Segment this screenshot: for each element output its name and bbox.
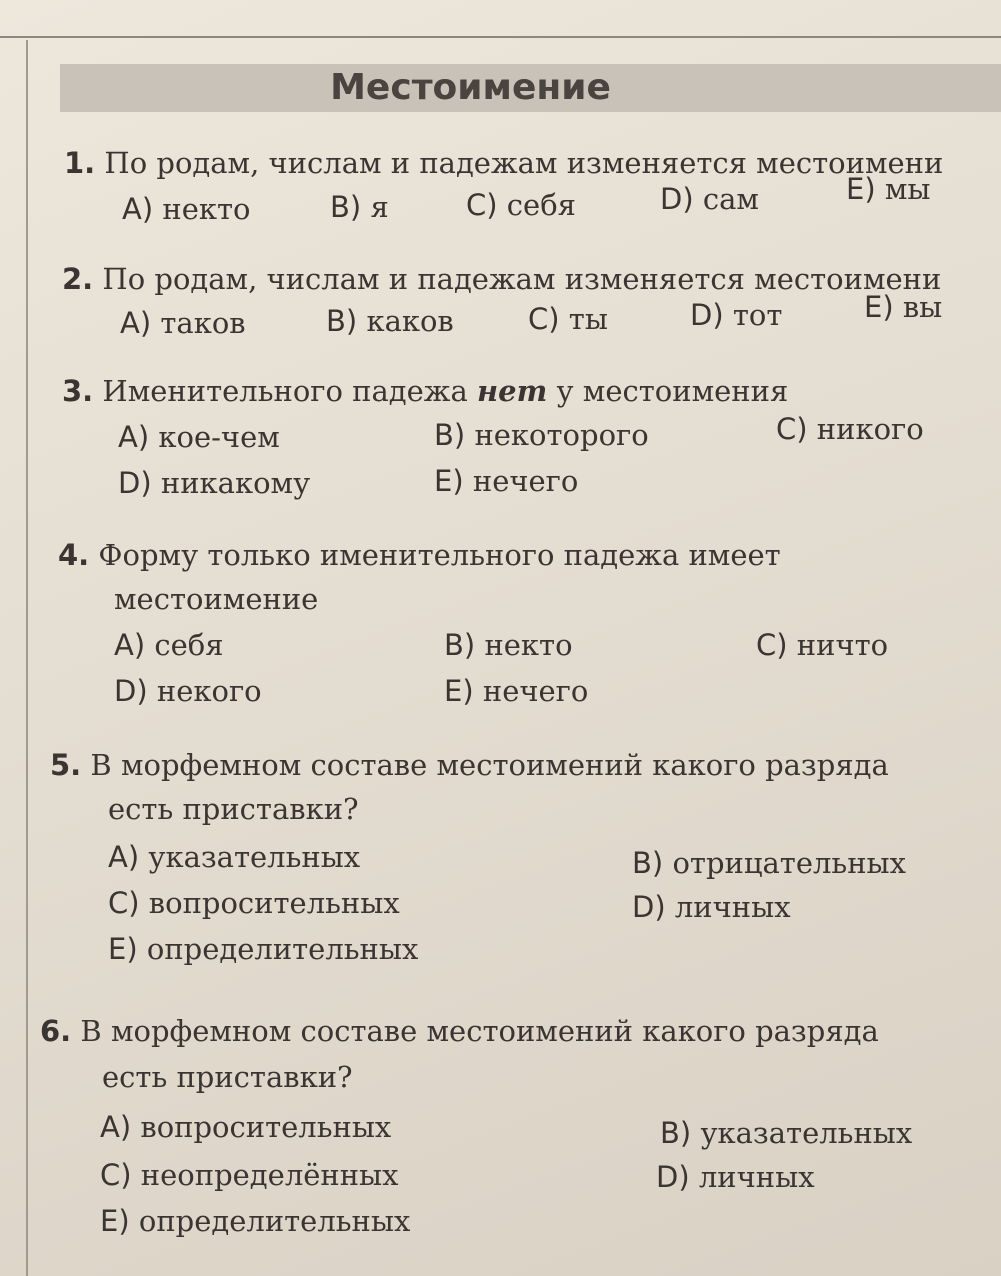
option-letter: D)	[114, 674, 148, 708]
option-letter: C)	[528, 302, 560, 336]
option-letter: C)	[466, 188, 498, 222]
question-text: Форму только именительного падежа имеет	[98, 538, 781, 572]
option-text: никакому	[160, 466, 311, 500]
option-6a	[100, 1104, 391, 1150]
top-rule	[0, 36, 1001, 38]
option-3c	[776, 406, 924, 452]
option-5a	[108, 834, 360, 880]
option-4b	[444, 622, 573, 668]
option-1a	[122, 186, 251, 232]
option-5c	[108, 880, 400, 926]
option-text: сам	[702, 182, 759, 216]
option-text: определительных	[146, 932, 419, 966]
option-text: некто	[162, 192, 251, 226]
option-text: ничто	[796, 628, 889, 662]
option-text: неопределённых	[140, 1158, 399, 1192]
option-letter: C)	[776, 412, 808, 446]
page-title: Местоимение	[330, 67, 611, 108]
option-4e	[444, 668, 588, 714]
option-6c	[100, 1152, 399, 1198]
option-text: тот	[732, 298, 783, 332]
option-text: вы	[902, 290, 943, 324]
option-text: я	[370, 190, 389, 224]
question-number: 4.	[58, 538, 90, 572]
option-1d	[660, 176, 759, 222]
question-text: В морфемном составе местоимений какого разряда	[80, 1014, 879, 1048]
question-3	[62, 368, 788, 414]
question-1	[64, 140, 943, 186]
question-2	[62, 256, 941, 302]
option-letter: E)	[108, 932, 138, 966]
option-4c	[756, 622, 888, 668]
option-6e	[100, 1198, 410, 1244]
question-text: По родам, числам и падежам изменяется местоимени	[104, 146, 944, 180]
option-letter: E)	[100, 1204, 130, 1238]
option-text: некто	[484, 628, 573, 662]
emphasis-word: нет	[477, 374, 548, 408]
option-5d	[632, 884, 791, 930]
option-text: указательных	[700, 1116, 913, 1150]
option-text: вопросительных	[148, 886, 400, 920]
option-2c	[528, 296, 608, 342]
option-letter: B)	[632, 846, 664, 880]
option-5e	[108, 926, 418, 972]
option-letter: C)	[756, 628, 788, 662]
option-letter: A)	[118, 420, 150, 454]
option-text: определительных	[138, 1204, 411, 1238]
option-4d	[114, 668, 262, 714]
option-letter: B)	[326, 304, 358, 338]
option-2e	[864, 284, 942, 330]
question-5	[50, 742, 889, 788]
option-3b	[434, 412, 649, 458]
option-2a	[120, 300, 246, 346]
option-letter: A)	[108, 840, 140, 874]
option-letter: C)	[108, 886, 140, 920]
option-text: вопросительных	[140, 1110, 392, 1144]
option-letter: B)	[660, 1116, 692, 1150]
option-text: личных	[674, 890, 791, 924]
option-letter: E)	[434, 464, 464, 498]
option-4a	[114, 622, 224, 668]
margin-rule	[26, 40, 28, 1276]
option-letter: D)	[660, 182, 694, 216]
option-text: указательных	[148, 840, 361, 874]
question-number: 6.	[40, 1014, 72, 1048]
question-4-continuation: местоимение	[114, 582, 319, 616]
option-text: нечего	[472, 464, 579, 498]
question-text: В морфемном составе местоимений какого разряда	[90, 748, 889, 782]
option-text: отрицательных	[672, 846, 906, 880]
option-text: никого	[816, 412, 924, 446]
option-text: каков	[366, 304, 454, 338]
question-number: 5.	[50, 748, 82, 782]
option-letter: E)	[444, 674, 474, 708]
option-2b	[326, 298, 454, 344]
option-3e	[434, 458, 578, 504]
option-letter: A)	[100, 1110, 132, 1144]
question-4	[58, 532, 781, 578]
option-text: себя	[506, 188, 576, 222]
option-text: некоторого	[474, 418, 649, 452]
option-letter: C)	[100, 1158, 132, 1192]
question-5-continuation: есть приставки?	[108, 792, 359, 826]
question-number: 2.	[62, 262, 94, 296]
option-2d	[690, 292, 782, 338]
option-letter: A)	[120, 306, 152, 340]
question-text: По родам, числам и падежам изменяется местоимени	[102, 262, 942, 296]
option-letter: D)	[690, 298, 724, 332]
option-6d	[656, 1154, 815, 1200]
option-3a	[118, 414, 280, 460]
option-letter: B)	[434, 418, 466, 452]
title-band	[60, 64, 1001, 112]
option-letter: A)	[114, 628, 146, 662]
option-letter: E)	[846, 172, 876, 206]
question-number: 1.	[64, 146, 96, 180]
option-1c	[466, 182, 576, 228]
option-letter: D)	[656, 1160, 690, 1194]
option-letter: B)	[330, 190, 362, 224]
option-text: кое-чем	[158, 420, 280, 454]
option-letter: D)	[118, 466, 152, 500]
question-number: 3.	[62, 374, 94, 408]
option-letter: E)	[864, 290, 894, 324]
question-6-continuation: есть приставки?	[102, 1060, 353, 1094]
option-5b	[632, 840, 906, 886]
question-6	[40, 1008, 879, 1054]
option-text: таков	[160, 306, 246, 340]
option-3d	[118, 460, 310, 506]
option-letter: D)	[632, 890, 666, 924]
option-text: ты	[568, 302, 608, 336]
option-text: мы	[884, 172, 931, 206]
option-6b	[660, 1110, 912, 1156]
option-text: личных	[698, 1160, 815, 1194]
option-1b	[330, 184, 389, 230]
question-text: Именительного падежа нет у местоимения	[102, 374, 789, 408]
option-letter: A)	[122, 192, 154, 226]
option-text: нечего	[482, 674, 589, 708]
option-text: себя	[154, 628, 224, 662]
option-text: некого	[156, 674, 262, 708]
option-letter: B)	[444, 628, 476, 662]
option-1e	[846, 166, 931, 212]
